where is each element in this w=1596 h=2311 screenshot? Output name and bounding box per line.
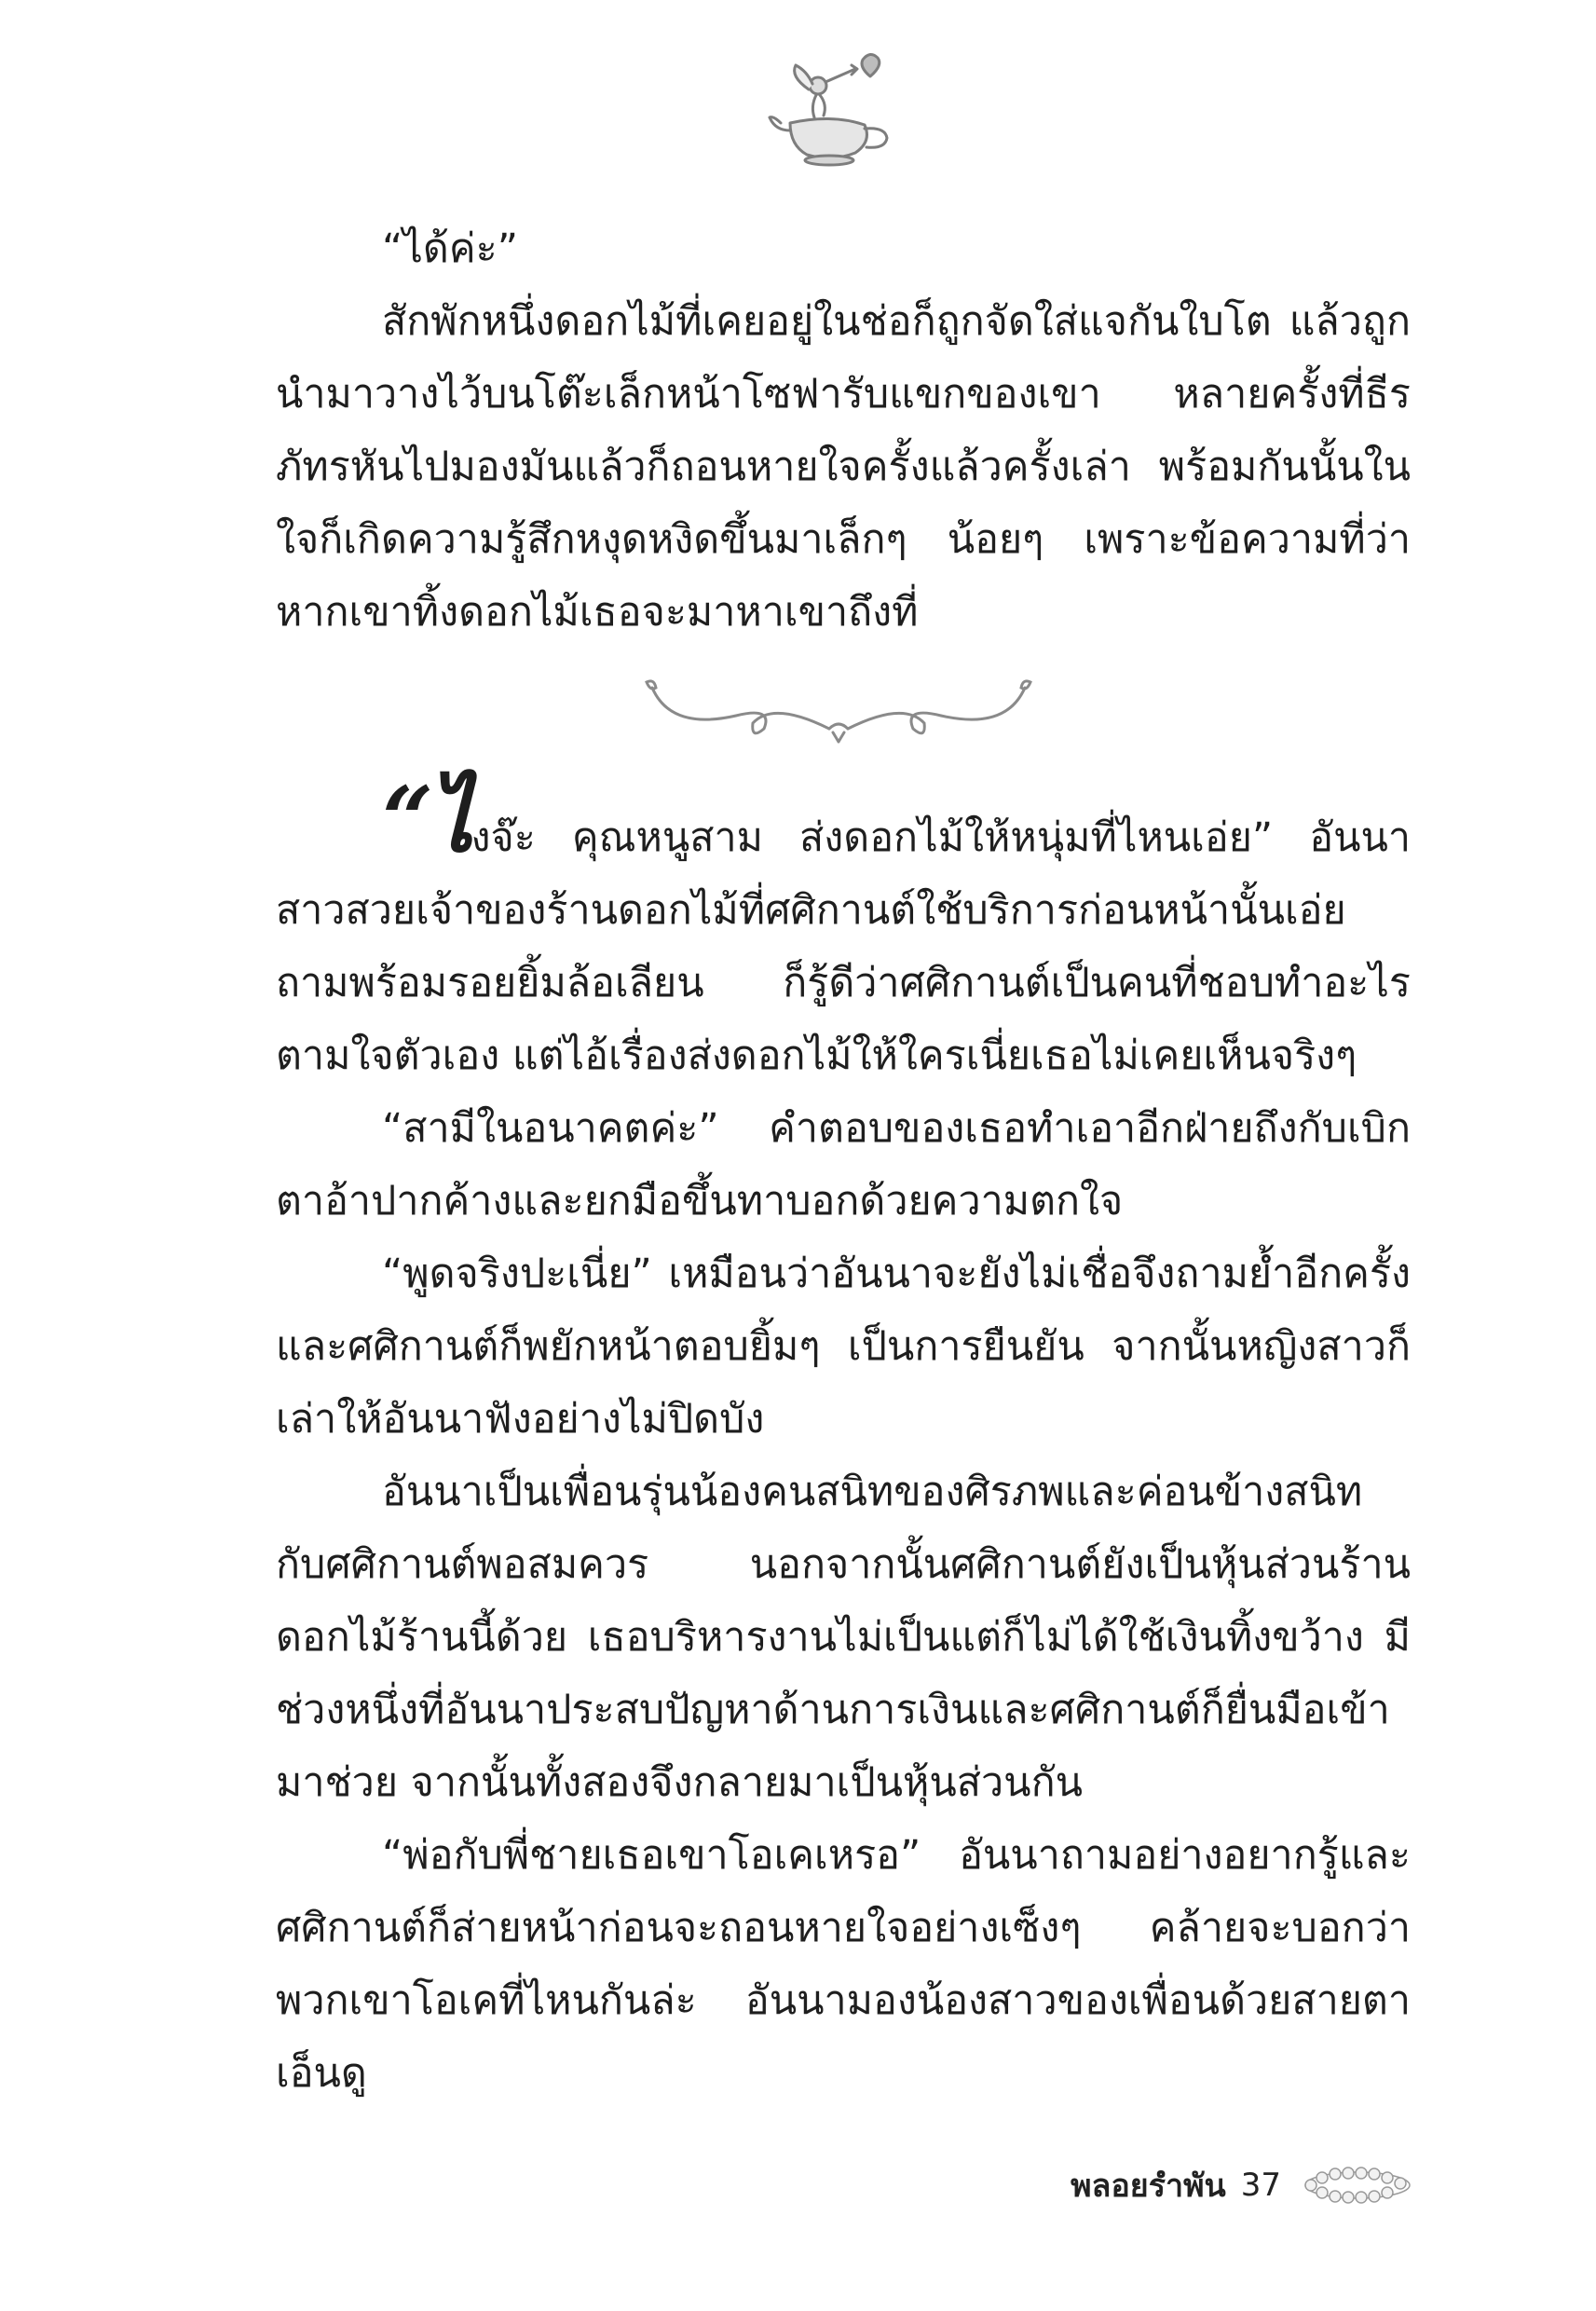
swirl-divider-icon <box>634 675 1044 749</box>
drop-cap: “ไ <box>382 767 468 872</box>
paragraph: “ได้ค่ะ” <box>382 226 518 272</box>
bead-bracelet-icon <box>1302 2167 1413 2204</box>
page-number: 37 <box>1240 2167 1281 2204</box>
paragraph-text: งจ๊ะ คุณหนูสาม ส่งดอกไม้ให้หนุ่มที่ไหนเอ่ย” อันนา สาวสวยเจ้าของร้านดอกไม้ที่ศศิกานต์ใช้บริการก่อนหน้านั้นเอ่ยถามพร้อมรอยยิ้มล้อเลียน ก็รู้ดีว่าศศิกานต์เป็นคนที่ชอบทำอะไรตามใจตัวเอง แต่ไอ้เรื่องส่งดอกไม้ให้ใครเนี่ยเธอไม่เคยเห็นจริงๆ <box>276 814 1411 1079</box>
cupid-teapot-icon <box>762 48 902 170</box>
paragraph: อันนาเป็นเพื่อนรุ่นน้องคนสนิทของศิรภพและค่อนข้างสนิทกับศศิกานต์พอสมควร นอกจากนั้นศศิกานต์ยังเป็นหุ้นส่วนร้านดอกไม้ร้านนี้ด้วย เธอบริหารงานไม่เป็นแต่ก็ไม่ได้ใช้เงินทิ้งขว้าง มีช่วงหนึ่งที่อันนาประสบปัญหาด้านการเงินและศศิกานต์ก็ยื่นมือเข้ามาช่วย จากนั้นทั้งสองจึงกลายมาเป็นหุ้นส่วนกัน <box>276 1469 1411 1806</box>
paragraph: “พูดจริงปะเนี่ย” เหมือนว่าอันนาจะยังไม่เชื่อจึงถามย้ำอีกครั้ง และศศิกานต์ก็พยักหน้าตอบยิ้มๆ เป็นการยืนยัน จากนั้นหญิงสาวก็เล่าให้อันนาฟังอย่างไม่ปิดบัง <box>276 1251 1411 1443</box>
paragraph: “สามีในอนาคตค่ะ” คำตอบของเธอทำเอาอีกฝ่ายถึงกับเบิกตาอ้าปากค้างและยกมือขึ้นทาบอกด้วยความตกใจ <box>276 1105 1411 1224</box>
text-block-2 <box>276 767 1411 2110</box>
paragraph: สักพักหนึ่งดอกไม้ที่เคยอยู่ในช่อก็ถูกจัดใส่แจกันใบโต แล้วถูกนำมาวางไว้บนโต๊ะเล็กหน้าโซฟารับแขกของเขา หลายครั้งที่ธีรภัทรหันไปมองมันแล้วก็ถอนหายใจครั้งแล้วครั้งเล่า พร้อมกันนั้นในใจก็เกิดความรู้สึกหงุดหงิดขึ้นมาเล็กๆ น้อยๆ เพราะข้อความที่ว่า หากเขาทิ้งดอกไม้เธอจะมาหาเขาถึงที่ <box>276 298 1411 636</box>
text-block-1 <box>276 212 1411 649</box>
page-footer <box>1071 2160 1413 2210</box>
paragraph <box>276 767 1411 1092</box>
paragraph: “พ่อกับพี่ชายเธอเขาโอเคเหรอ” อันนาถามอย่างอยากรู้และศศิกานต์ก็ส่ายหน้าก่อนจะถอนหายใจอย่างเซ็งๆ คล้ายจะบอกว่าพวกเขาโอเคที่ไหนกันล่ะ อันนามองน้องสาวของเพื่อนด้วยสายตาเอ็นดู <box>276 1832 1411 2097</box>
book-title: พลอยรำพัน <box>1071 2167 1226 2205</box>
